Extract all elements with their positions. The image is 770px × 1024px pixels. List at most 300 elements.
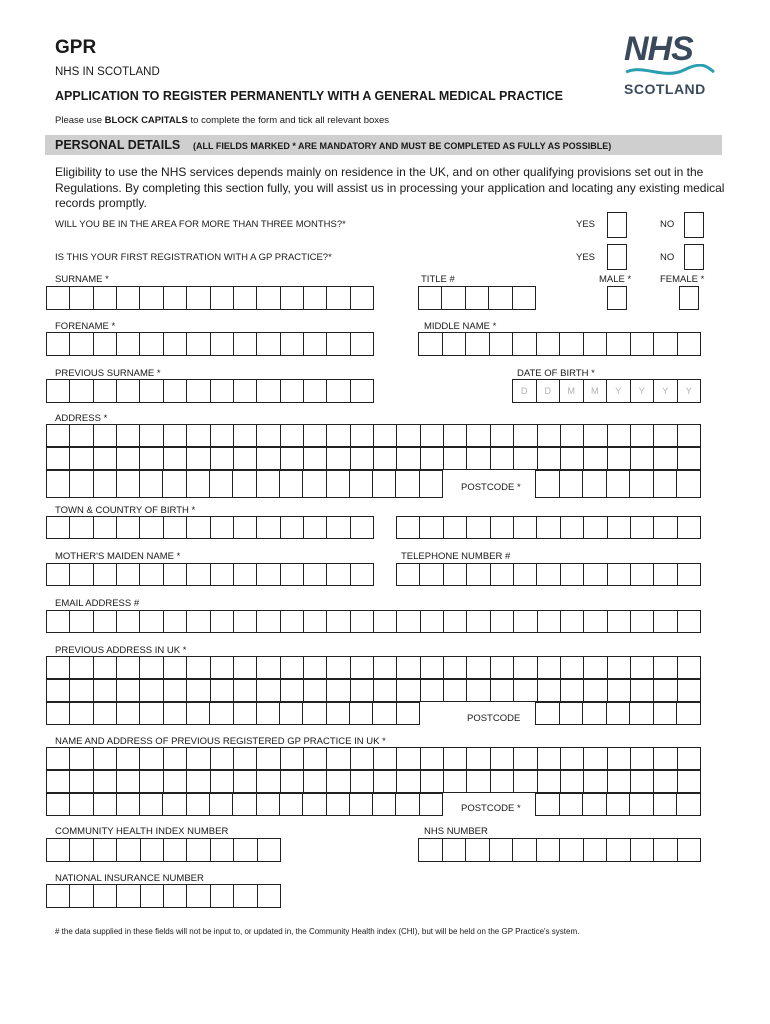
character-box[interactable]: [443, 838, 467, 862]
character-box[interactable]: [70, 679, 93, 702]
character-box[interactable]: [350, 793, 373, 816]
character-box[interactable]: [466, 332, 490, 356]
character-box[interactable]: [583, 793, 607, 816]
character-box[interactable]: [421, 656, 444, 679]
character-box[interactable]: [584, 679, 607, 702]
character-box[interactable]: [514, 563, 537, 586]
character-box[interactable]: [351, 563, 374, 586]
character-box[interactable]: [164, 610, 187, 633]
character-box[interactable]: [234, 447, 257, 470]
character-box[interactable]: [164, 770, 187, 793]
character-box[interactable]: [304, 424, 327, 447]
character-box[interactable]: [70, 838, 93, 862]
character-box[interactable]: [677, 793, 701, 816]
character-box[interactable]: [467, 656, 490, 679]
character-box[interactable]: [164, 679, 187, 702]
character-box[interactable]: [491, 447, 514, 470]
character-box[interactable]: [560, 470, 584, 498]
character-box[interactable]: [234, 516, 257, 539]
character-box[interactable]: [327, 679, 350, 702]
character-box[interactable]: [281, 679, 304, 702]
character-box[interactable]: [281, 610, 304, 633]
character-box[interactable]: [678, 838, 702, 862]
character-box[interactable]: [421, 747, 444, 770]
character-box[interactable]: [397, 516, 420, 539]
character-box[interactable]: [654, 702, 678, 725]
character-box[interactable]: [233, 793, 256, 816]
character-box[interactable]: [140, 516, 163, 539]
character-box[interactable]: [141, 884, 164, 908]
address-line-1[interactable]: [46, 424, 701, 447]
character-box[interactable]: [374, 656, 397, 679]
character-box[interactable]: [374, 747, 397, 770]
character-box[interactable]: [234, 563, 257, 586]
character-box[interactable]: [584, 747, 607, 770]
character-box[interactable]: [234, 747, 257, 770]
character-box[interactable]: [514, 747, 537, 770]
character-box[interactable]: [164, 447, 187, 470]
character-box[interactable]: [678, 516, 701, 539]
character-box[interactable]: [396, 470, 419, 498]
character-box[interactable]: [304, 656, 327, 679]
character-box[interactable]: [304, 286, 327, 310]
character-box[interactable]: [537, 516, 560, 539]
character-box[interactable]: [327, 610, 350, 633]
character-box[interactable]: [514, 516, 537, 539]
q1-no-checkbox[interactable]: [684, 212, 704, 238]
character-box[interactable]: [304, 679, 327, 702]
character-box[interactable]: [210, 702, 233, 725]
character-box[interactable]: [70, 379, 93, 403]
character-box[interactable]: [419, 332, 443, 356]
character-box[interactable]: [327, 747, 350, 770]
character-box[interactable]: [94, 656, 117, 679]
character-box[interactable]: [47, 702, 70, 725]
character-box[interactable]: [164, 286, 187, 310]
character-box[interactable]: [187, 470, 210, 498]
character-box[interactable]: [304, 770, 327, 793]
character-box[interactable]: [281, 332, 304, 356]
character-box[interactable]: [280, 470, 303, 498]
character-box[interactable]: [490, 332, 514, 356]
character-box[interactable]: [140, 656, 163, 679]
character-box[interactable]: [608, 747, 631, 770]
character-box[interactable]: [607, 702, 631, 725]
character-box[interactable]: [654, 516, 677, 539]
character-box[interactable]: [211, 286, 234, 310]
character-box[interactable]: [94, 424, 117, 447]
character-box[interactable]: [654, 770, 677, 793]
character-box[interactable]: [491, 679, 514, 702]
character-box[interactable]: [258, 838, 281, 862]
character-box[interactable]: [234, 286, 257, 310]
character-box[interactable]: [94, 563, 117, 586]
character-box[interactable]: [631, 516, 654, 539]
character-box[interactable]: [257, 610, 280, 633]
character-box[interactable]: [442, 286, 465, 310]
character-box[interactable]: [70, 470, 93, 498]
character-box[interactable]: [94, 516, 117, 539]
character-box[interactable]: [140, 424, 163, 447]
character-box[interactable]: [140, 793, 163, 816]
character-box[interactable]: [327, 516, 350, 539]
character-box[interactable]: [631, 838, 655, 862]
dob-box[interactable]: D: [513, 379, 537, 403]
character-box[interactable]: [117, 838, 140, 862]
character-box[interactable]: [117, 447, 140, 470]
character-box[interactable]: [420, 793, 443, 816]
character-box[interactable]: [187, 656, 210, 679]
character-box[interactable]: [654, 679, 677, 702]
character-box[interactable]: [419, 286, 442, 310]
previous-postcode-boxes[interactable]: [535, 702, 701, 725]
character-box[interactable]: [584, 656, 607, 679]
character-box[interactable]: [140, 563, 163, 586]
character-box[interactable]: [654, 563, 677, 586]
character-box[interactable]: [210, 793, 233, 816]
character-box[interactable]: [257, 563, 280, 586]
email-boxes[interactable]: [46, 610, 701, 633]
previous-address-line-1[interactable]: [46, 656, 701, 679]
character-box[interactable]: [117, 793, 140, 816]
character-box[interactable]: [70, 747, 93, 770]
character-box[interactable]: [70, 286, 93, 310]
character-box[interactable]: [117, 610, 140, 633]
character-box[interactable]: [373, 793, 396, 816]
character-box[interactable]: [467, 679, 490, 702]
character-box[interactable]: [444, 516, 467, 539]
character-box[interactable]: [187, 610, 210, 633]
character-box[interactable]: [467, 770, 490, 793]
character-box[interactable]: [234, 610, 257, 633]
character-box[interactable]: [327, 286, 350, 310]
character-box[interactable]: [327, 447, 350, 470]
character-box[interactable]: [117, 747, 140, 770]
character-box[interactable]: [257, 447, 280, 470]
character-box[interactable]: [257, 379, 280, 403]
character-box[interactable]: [538, 679, 561, 702]
character-box[interactable]: [514, 424, 537, 447]
character-box[interactable]: [397, 747, 420, 770]
character-box[interactable]: [303, 793, 326, 816]
character-box[interactable]: [467, 563, 490, 586]
character-box[interactable]: [631, 424, 654, 447]
character-box[interactable]: [608, 770, 631, 793]
character-box[interactable]: [117, 470, 140, 498]
character-box[interactable]: [187, 702, 210, 725]
character-box[interactable]: [654, 747, 677, 770]
character-box[interactable]: [536, 470, 560, 498]
character-box[interactable]: [164, 884, 187, 908]
character-box[interactable]: [211, 424, 234, 447]
character-box[interactable]: [350, 470, 373, 498]
character-box[interactable]: [187, 747, 210, 770]
character-box[interactable]: [678, 563, 701, 586]
character-box[interactable]: [211, 379, 234, 403]
character-box[interactable]: [514, 679, 537, 702]
character-box[interactable]: [327, 702, 350, 725]
character-box[interactable]: [47, 770, 70, 793]
character-box[interactable]: [117, 516, 140, 539]
character-box[interactable]: [397, 563, 420, 586]
character-box[interactable]: [211, 679, 234, 702]
character-box[interactable]: [351, 424, 374, 447]
character-box[interactable]: [257, 770, 280, 793]
character-box[interactable]: [164, 838, 187, 862]
character-box[interactable]: [211, 770, 234, 793]
character-box[interactable]: [163, 470, 186, 498]
character-box[interactable]: [421, 424, 444, 447]
character-box[interactable]: [117, 424, 140, 447]
character-box[interactable]: [140, 679, 163, 702]
character-box[interactable]: [537, 332, 561, 356]
character-box[interactable]: [234, 679, 257, 702]
character-box[interactable]: [561, 516, 584, 539]
character-box[interactable]: [490, 838, 514, 862]
character-box[interactable]: [94, 679, 117, 702]
character-box[interactable]: [491, 563, 514, 586]
character-box[interactable]: [608, 447, 631, 470]
character-box[interactable]: [304, 610, 327, 633]
character-box[interactable]: [211, 747, 234, 770]
character-box[interactable]: [140, 332, 163, 356]
character-box[interactable]: [444, 610, 467, 633]
character-box[interactable]: [187, 563, 210, 586]
character-box[interactable]: [444, 679, 467, 702]
character-box[interactable]: [47, 470, 70, 498]
character-box[interactable]: [140, 770, 163, 793]
q1-yes-checkbox[interactable]: [607, 212, 627, 238]
character-box[interactable]: [351, 679, 374, 702]
character-box[interactable]: [351, 610, 374, 633]
character-box[interactable]: [397, 447, 420, 470]
character-box[interactable]: [420, 563, 443, 586]
dob-box[interactable]: Y: [678, 379, 702, 403]
dob-box[interactable]: Y: [654, 379, 678, 403]
character-box[interactable]: [94, 610, 117, 633]
character-box[interactable]: [654, 424, 677, 447]
chi-boxes[interactable]: [46, 838, 281, 862]
character-box[interactable]: [631, 747, 654, 770]
character-box[interactable]: [467, 516, 490, 539]
character-box[interactable]: [47, 424, 70, 447]
character-box[interactable]: [117, 332, 140, 356]
character-box[interactable]: [421, 679, 444, 702]
character-box[interactable]: [234, 424, 257, 447]
character-box[interactable]: [536, 702, 560, 725]
character-box[interactable]: [304, 379, 327, 403]
character-box[interactable]: [327, 424, 350, 447]
character-box[interactable]: [210, 470, 233, 498]
character-box[interactable]: [538, 656, 561, 679]
previous-practice-line-1[interactable]: [46, 747, 701, 770]
character-box[interactable]: [561, 424, 584, 447]
character-box[interactable]: [234, 884, 257, 908]
character-box[interactable]: [304, 563, 327, 586]
character-box[interactable]: [677, 470, 701, 498]
character-box[interactable]: [678, 447, 701, 470]
character-box[interactable]: [70, 563, 93, 586]
mothers-maiden-name-boxes[interactable]: [46, 563, 374, 586]
character-box[interactable]: [94, 286, 117, 310]
character-box[interactable]: [187, 516, 210, 539]
character-box[interactable]: [444, 770, 467, 793]
character-box[interactable]: [489, 286, 512, 310]
character-box[interactable]: [187, 679, 210, 702]
character-box[interactable]: [584, 516, 607, 539]
character-box[interactable]: [327, 656, 350, 679]
character-box[interactable]: [420, 516, 443, 539]
character-box[interactable]: [583, 702, 607, 725]
character-box[interactable]: [561, 656, 584, 679]
character-box[interactable]: [47, 656, 70, 679]
character-box[interactable]: [70, 702, 93, 725]
character-box[interactable]: [140, 447, 163, 470]
character-box[interactable]: [397, 702, 420, 725]
character-box[interactable]: [631, 563, 654, 586]
character-box[interactable]: [47, 610, 70, 633]
character-box[interactable]: [678, 747, 701, 770]
character-box[interactable]: [351, 379, 374, 403]
character-box[interactable]: [327, 332, 350, 356]
character-box[interactable]: [351, 332, 374, 356]
dob-boxes[interactable]: [512, 379, 701, 403]
character-box[interactable]: [187, 379, 210, 403]
character-box[interactable]: [257, 679, 280, 702]
character-box[interactable]: [608, 516, 631, 539]
character-box[interactable]: [654, 332, 678, 356]
character-box[interactable]: [141, 838, 164, 862]
character-box[interactable]: [70, 770, 93, 793]
character-box[interactable]: [164, 379, 187, 403]
character-box[interactable]: [631, 679, 654, 702]
address-postcode-boxes[interactable]: [535, 470, 701, 498]
character-box[interactable]: [257, 332, 280, 356]
character-box[interactable]: [187, 424, 210, 447]
character-box[interactable]: [234, 379, 257, 403]
previous-practice-line-2[interactable]: [46, 770, 701, 793]
character-box[interactable]: [678, 770, 701, 793]
character-box[interactable]: [281, 447, 304, 470]
previous-surname-boxes[interactable]: [46, 379, 374, 403]
character-box[interactable]: [47, 332, 70, 356]
character-box[interactable]: [211, 884, 234, 908]
character-box[interactable]: [419, 838, 443, 862]
q2-no-checkbox[interactable]: [684, 244, 704, 270]
character-box[interactable]: [421, 610, 444, 633]
character-box[interactable]: [654, 838, 678, 862]
character-box[interactable]: [351, 770, 374, 793]
character-box[interactable]: [47, 447, 70, 470]
character-box[interactable]: [561, 563, 584, 586]
dob-box[interactable]: D: [537, 379, 561, 403]
character-box[interactable]: [583, 470, 607, 498]
character-box[interactable]: [421, 447, 444, 470]
character-box[interactable]: [304, 332, 327, 356]
character-box[interactable]: [211, 332, 234, 356]
character-box[interactable]: [491, 516, 514, 539]
character-box[interactable]: [94, 884, 117, 908]
character-box[interactable]: [561, 770, 584, 793]
character-box[interactable]: [94, 747, 117, 770]
character-box[interactable]: [561, 610, 584, 633]
character-box[interactable]: [560, 838, 584, 862]
character-box[interactable]: [234, 656, 257, 679]
character-box[interactable]: [164, 516, 187, 539]
character-box[interactable]: [94, 838, 117, 862]
character-box[interactable]: [234, 702, 257, 725]
character-box[interactable]: [327, 793, 350, 816]
character-box[interactable]: [608, 424, 631, 447]
character-box[interactable]: [187, 838, 210, 862]
title-boxes[interactable]: [418, 286, 536, 310]
character-box[interactable]: [677, 702, 701, 725]
character-box[interactable]: [281, 747, 304, 770]
character-box[interactable]: [514, 770, 537, 793]
character-box[interactable]: [561, 747, 584, 770]
previous-address-line-3[interactable]: [46, 702, 420, 725]
surname-boxes[interactable]: [46, 286, 374, 310]
character-box[interactable]: [211, 610, 234, 633]
character-box[interactable]: [654, 610, 677, 633]
character-box[interactable]: [374, 610, 397, 633]
character-box[interactable]: [374, 679, 397, 702]
birth-town-boxes[interactable]: [46, 516, 374, 539]
q2-yes-checkbox[interactable]: [607, 244, 627, 270]
character-box[interactable]: [397, 656, 420, 679]
character-box[interactable]: [281, 286, 304, 310]
character-box[interactable]: [303, 702, 326, 725]
character-box[interactable]: [584, 424, 607, 447]
character-box[interactable]: [444, 747, 467, 770]
character-box[interactable]: [467, 610, 490, 633]
character-box[interactable]: [70, 884, 93, 908]
male-checkbox[interactable]: [607, 286, 627, 310]
character-box[interactable]: [70, 332, 93, 356]
character-box[interactable]: [187, 793, 210, 816]
character-box[interactable]: [187, 286, 210, 310]
character-box[interactable]: [514, 656, 537, 679]
address-line-3[interactable]: [46, 470, 443, 498]
character-box[interactable]: [164, 656, 187, 679]
character-box[interactable]: [234, 332, 257, 356]
character-box[interactable]: [233, 470, 256, 498]
character-box[interactable]: [94, 770, 117, 793]
character-box[interactable]: [608, 656, 631, 679]
character-box[interactable]: [678, 424, 701, 447]
character-box[interactable]: [630, 702, 654, 725]
character-box[interactable]: [351, 516, 374, 539]
character-box[interactable]: [631, 447, 654, 470]
character-box[interactable]: [70, 610, 93, 633]
character-box[interactable]: [608, 679, 631, 702]
character-box[interactable]: [513, 332, 537, 356]
dob-box[interactable]: M: [560, 379, 584, 403]
character-box[interactable]: [327, 379, 350, 403]
character-box[interactable]: [654, 656, 677, 679]
character-box[interactable]: [607, 838, 631, 862]
character-box[interactable]: [607, 470, 631, 498]
character-box[interactable]: [70, 424, 93, 447]
character-box[interactable]: [374, 424, 397, 447]
character-box[interactable]: [631, 770, 654, 793]
character-box[interactable]: [94, 447, 117, 470]
character-box[interactable]: [607, 332, 631, 356]
telephone-boxes[interactable]: [396, 563, 701, 586]
character-box[interactable]: [584, 838, 608, 862]
character-box[interactable]: [211, 838, 234, 862]
character-box[interactable]: [140, 747, 163, 770]
